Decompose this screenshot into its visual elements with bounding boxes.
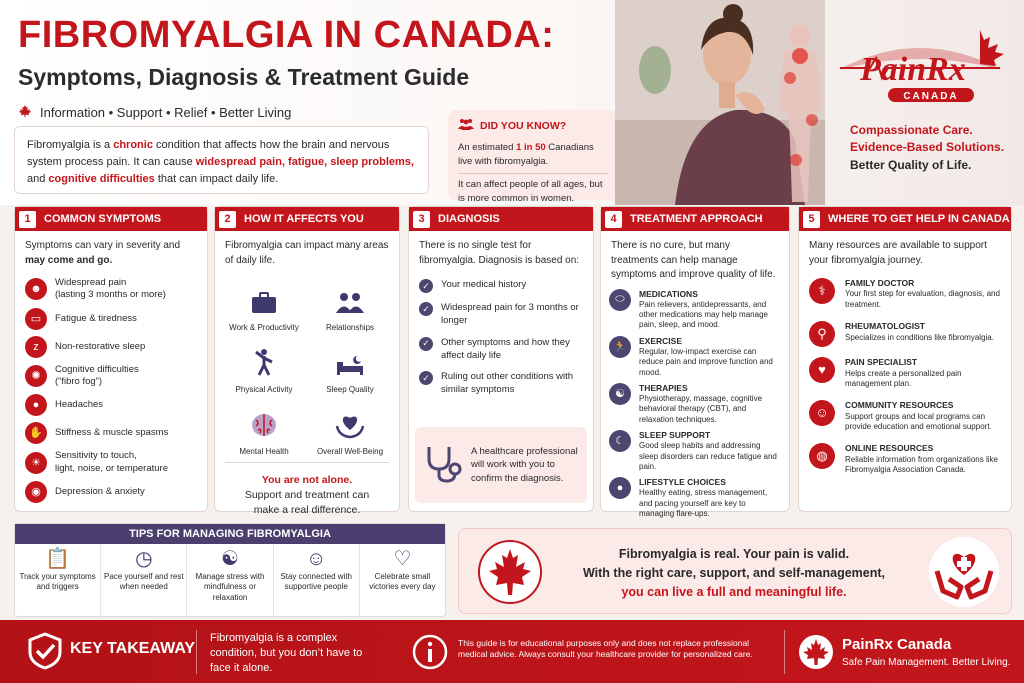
battery-icon: ▭ bbox=[25, 308, 47, 330]
treatment-description: Physiotherapy, massage, cognitive behavioral therapy (CBT), and relaxation techniques. bbox=[639, 393, 763, 424]
help-title: FAMILY DOCTOR bbox=[845, 278, 915, 288]
affect-sleep: Sleep Quality bbox=[307, 336, 393, 394]
affect-wellbeing: Overall Well-Being bbox=[307, 398, 393, 456]
affects-intro: Fibromyalgia can impact many areas of daily life. bbox=[225, 240, 389, 266]
meditation-icon: ☯ bbox=[609, 383, 631, 405]
diagnosis-item-text: Ruling out other conditions with similar symptoms bbox=[441, 371, 574, 396]
diagnosis-item-text: Other symptoms and how they affect daily life bbox=[441, 336, 570, 361]
treatment-item bbox=[601, 381, 789, 428]
people-group-icon bbox=[335, 292, 365, 318]
diagnosis-item bbox=[409, 274, 593, 297]
briefcase-icon bbox=[251, 292, 277, 318]
treatment-item bbox=[601, 475, 789, 522]
help-card bbox=[798, 206, 1012, 512]
svg-text:PainRx: PainRx bbox=[860, 51, 966, 88]
validation-banner bbox=[458, 528, 1012, 614]
tip-text: Manage stress with mindfulness or relaxation bbox=[195, 572, 265, 602]
treatment-list bbox=[601, 287, 789, 523]
diagnosis-item-text: Your medical history bbox=[441, 279, 527, 290]
tip-text: Stay connected with supportive people bbox=[280, 572, 353, 592]
treatment-header bbox=[601, 207, 789, 231]
symptom-item bbox=[15, 305, 207, 333]
symptom-item bbox=[15, 333, 207, 361]
tip-item bbox=[274, 544, 360, 618]
muscle-icon: ✋ bbox=[25, 422, 47, 444]
body-pain-icon: ☻ bbox=[25, 278, 47, 300]
help-text bbox=[845, 443, 1003, 476]
tip-text: Celebrate small victories every day bbox=[369, 572, 436, 592]
intro-highlight-3: cognitive difficulties bbox=[48, 173, 155, 186]
mind-icon: ◉ bbox=[25, 481, 47, 503]
diagnosis-item bbox=[409, 332, 593, 367]
symptom-sublabel: (lasting 3 months or more) bbox=[55, 289, 166, 301]
footer bbox=[0, 620, 1024, 683]
globe-icon: ◍ bbox=[809, 443, 835, 469]
brand-slogan bbox=[850, 122, 1004, 174]
diagnosis-header bbox=[409, 207, 593, 231]
stretching-person-icon bbox=[252, 348, 276, 380]
symptom-text bbox=[55, 277, 166, 302]
help-item bbox=[799, 439, 1011, 482]
key-takeaway-title: KEY TAKEAWAY bbox=[70, 640, 196, 657]
help-description: Specializes in conditions like fibromyalgia. bbox=[845, 332, 994, 342]
help-item bbox=[799, 353, 1011, 396]
footer-brand-tagline: Safe Pain Management. Better Living. bbox=[842, 657, 1011, 668]
treatment-title: THERAPIES bbox=[639, 382, 688, 393]
help-intro: Many resources are available to support your fibromyalgia journey. bbox=[809, 240, 987, 266]
people-icon bbox=[458, 118, 474, 135]
brain-icon bbox=[250, 412, 278, 442]
check-icon: ✓ bbox=[419, 337, 433, 351]
tip-item bbox=[101, 544, 187, 618]
tips-title: TIPS FOR MANAGING FIBROMYALGIA bbox=[15, 524, 445, 544]
section-number: 5 bbox=[803, 211, 820, 228]
symptom-item bbox=[15, 361, 207, 392]
treatment-title: SLEEP SUPPORT bbox=[639, 430, 711, 441]
meditation-icon: ☯ bbox=[221, 548, 239, 570]
heart-outline-icon: ♡ bbox=[393, 548, 412, 570]
stethoscope-icon bbox=[423, 443, 463, 487]
slogan-line-2: Evidence-Based Solutions. bbox=[850, 140, 1005, 155]
symptom-text bbox=[55, 313, 137, 325]
affects-card bbox=[214, 206, 400, 517]
affect-work: Work & Productivity bbox=[221, 274, 307, 332]
treatment-item bbox=[601, 428, 789, 475]
symptom-label: Headaches bbox=[55, 399, 104, 411]
help-text bbox=[845, 278, 1003, 311]
symptom-label: Stiffness & muscle spasms bbox=[55, 427, 169, 439]
diagnosis-note bbox=[415, 427, 587, 503]
treatment-text bbox=[639, 383, 781, 425]
treatment-title: EXERCISE bbox=[639, 335, 682, 346]
tip-item bbox=[360, 544, 445, 618]
head-icon: ● bbox=[25, 394, 47, 416]
section-title: WHERE TO GET HELP IN CANADA bbox=[828, 213, 1010, 225]
diagnosis-card bbox=[408, 206, 594, 512]
diagnosis-item-text: Widespread pain for 3 months or longer bbox=[441, 302, 579, 327]
symptom-item bbox=[15, 391, 207, 419]
help-description: Your first step for evaluation, diagnosis, and treatment. bbox=[845, 289, 1000, 310]
section-title: DIAGNOSIS bbox=[438, 213, 500, 225]
symptom-text bbox=[55, 450, 168, 475]
doctor-icon: ⚕ bbox=[809, 278, 835, 304]
symptom-item bbox=[15, 478, 207, 506]
heart-hands-icon bbox=[335, 412, 365, 442]
help-item bbox=[799, 317, 1011, 353]
help-title: COMMUNITY RESOURCES bbox=[845, 400, 954, 411]
diagnosis-intro: There is no single test for fibromyalgia. Diagnosis is based on: bbox=[419, 240, 580, 266]
check-icon: ✓ bbox=[419, 279, 433, 293]
symptoms-header bbox=[15, 207, 207, 231]
diagnosis-note-text: A healthcare professional will work with you to confirm the diagnosis. bbox=[471, 446, 578, 484]
treatment-intro: There is no cure, but many treatments can help manage symptoms and improve quality of life. bbox=[611, 240, 776, 280]
maple-leaf-badge-icon bbox=[477, 539, 543, 605]
tips-panel bbox=[14, 523, 446, 617]
help-header bbox=[799, 207, 1011, 231]
not-alone-text: Support and treatment can make a real difference. bbox=[244, 489, 370, 517]
treatment-text bbox=[639, 336, 781, 378]
treatment-description: Regular, low-impact exercise can reduce pain and improve function and mood. bbox=[639, 346, 773, 377]
brain-icon: ✺ bbox=[25, 365, 47, 387]
footer-brand-name: PainRx Canada bbox=[842, 636, 952, 653]
treatment-item bbox=[601, 287, 789, 334]
affect-relationships: Relationships bbox=[307, 274, 393, 332]
help-title: PAIN SPECIALIST bbox=[845, 357, 918, 368]
help-item bbox=[799, 274, 1011, 317]
help-title: ONLINE RESOURCES bbox=[845, 443, 934, 454]
did-you-know-heading: DID YOU KNOW? bbox=[480, 120, 567, 132]
zzz-icon: z bbox=[25, 336, 47, 358]
section-title: HOW IT AFFECTS YOU bbox=[244, 213, 364, 225]
did-you-know-title bbox=[458, 118, 608, 135]
section-number: 1 bbox=[19, 211, 36, 228]
intro-text-2: condition that affects how the brain and nervous system process pain. It can cause bbox=[27, 139, 390, 169]
diagnosis-item bbox=[409, 297, 593, 332]
symptom-text bbox=[55, 341, 145, 353]
symptom-list bbox=[15, 274, 207, 506]
treatment-description: Pain relievers, antidepressants, and other medications may help manage pain, sleep, and mood. bbox=[639, 299, 768, 330]
section-number: 3 bbox=[413, 211, 430, 228]
symptom-label: Cognitive difficulties bbox=[55, 363, 139, 375]
intro-text-3: and bbox=[27, 173, 49, 186]
tip-text: Pace yourself and rest when needed bbox=[104, 572, 184, 592]
symptom-text bbox=[55, 486, 145, 498]
treatment-text bbox=[639, 430, 781, 472]
slogan-line-3: Better Quality of Life. bbox=[850, 157, 972, 172]
tip-item bbox=[187, 544, 273, 618]
intro-text-4: that can impact daily life. bbox=[154, 173, 279, 186]
not-alone-title: You are not alone. bbox=[261, 474, 353, 486]
pill-icon: ⬭ bbox=[609, 289, 631, 311]
svg-text:CANADA: CANADA bbox=[903, 91, 959, 102]
symptom-label: Widespread pain bbox=[55, 277, 127, 288]
section-title: COMMON SYMPTOMS bbox=[44, 213, 162, 225]
key-takeaway-text: Fibromyalgia is a complex condition, but you don’t have to face it alone. bbox=[210, 632, 363, 674]
page-title: FIBROMYALGIA IN CANADA: bbox=[18, 14, 555, 56]
help-item bbox=[799, 396, 1011, 439]
help-title: RHEUMATOLOGIST bbox=[845, 321, 925, 332]
treatment-card bbox=[600, 206, 790, 519]
treatment-description: Healthy eating, stress management, and pacing yourself are key to managing flare-ups. bbox=[639, 488, 768, 519]
help-text bbox=[845, 400, 1003, 433]
affect-mental: Mental Health bbox=[221, 398, 307, 456]
symptom-label: Fatigue & tiredness bbox=[55, 312, 137, 324]
header-band bbox=[0, 0, 1024, 205]
affects-grid bbox=[215, 274, 399, 456]
treatment-description: Good sleep habits and addressing sleep disorders can reduce fatigue and pain. bbox=[639, 441, 777, 471]
tips-row bbox=[15, 544, 445, 618]
shield-check-icon bbox=[28, 632, 62, 670]
symptom-sublabel: light, noise, or temperature bbox=[55, 462, 169, 474]
pain-body-figure-icon bbox=[760, 20, 840, 205]
running-person-icon: 🏃 bbox=[609, 336, 631, 358]
tip-text: Track your symptoms and triggers bbox=[19, 572, 96, 592]
affects-header bbox=[215, 207, 399, 231]
symptom-label: Sensitivity to touch, bbox=[55, 450, 137, 462]
clipboard-icon: 📋 bbox=[45, 548, 71, 570]
symptoms-card bbox=[14, 206, 208, 512]
intro-text-1: Fibromyalgia is a bbox=[27, 139, 114, 151]
symptom-text bbox=[55, 427, 168, 439]
page-subtitle: Symptoms, Diagnosis & Treatment Guide bbox=[18, 64, 470, 90]
section-number: 4 bbox=[605, 211, 622, 228]
help-description: Reliable information from organizations like Fibromyalgia Association Canada. bbox=[845, 454, 998, 475]
symptom-text bbox=[55, 399, 103, 411]
intro-highlight-1: chronic bbox=[113, 139, 153, 151]
moon-icon: ☾ bbox=[609, 430, 631, 452]
tagline-text: Information • Support • Relief • Better Living bbox=[40, 105, 292, 120]
symptom-sublabel: (“fibro fog”) bbox=[55, 376, 102, 388]
symptom-item bbox=[15, 447, 207, 478]
affect-physical: Physical Activity bbox=[221, 336, 307, 394]
treatment-text bbox=[639, 477, 781, 519]
maple-leaf-circle-icon bbox=[798, 634, 834, 670]
section-title: TREATMENT APPROACH bbox=[630, 213, 763, 225]
help-text bbox=[845, 321, 994, 347]
apple-icon: ● bbox=[609, 477, 631, 499]
stethoscope-icon: ⚲ bbox=[809, 321, 835, 347]
symptom-label: Non-restorative sleep bbox=[55, 340, 146, 352]
treatment-text bbox=[639, 289, 781, 331]
not-alone-message bbox=[215, 473, 399, 519]
bed-moon-icon bbox=[335, 354, 365, 380]
disclaimer-text: This guide is for educational purposes only and does not replace professional medical advice. Always consult your healthcare provider for personalized care. bbox=[458, 638, 753, 660]
section-number: 2 bbox=[219, 211, 236, 228]
intro-card bbox=[14, 126, 429, 194]
heart-in-hands-icon bbox=[927, 535, 1001, 609]
validation-message bbox=[559, 545, 909, 601]
validation-line-1: Fibromyalgia is real. Your pain is valid. bbox=[618, 547, 850, 561]
help-list bbox=[799, 274, 1011, 482]
check-icon: ✓ bbox=[419, 371, 433, 385]
symptom-text bbox=[55, 364, 139, 389]
tagline bbox=[18, 104, 291, 121]
validation-line-2: With the right care, support, and self-management, bbox=[582, 565, 885, 580]
info-icon bbox=[412, 634, 448, 670]
intro-highlight-2: widespread pain, fatigue, sleep problems, bbox=[195, 156, 414, 169]
help-description: Helps create a personalized pain management plan. bbox=[845, 368, 962, 389]
validation-line-3: you can live a full and meaningful life. bbox=[621, 584, 847, 599]
did-you-know-fact-1: An estimated 1 in 50 Canadians live with fibromyalgia. bbox=[458, 142, 594, 167]
painrx-logo bbox=[830, 28, 1010, 108]
maple-leaf-icon bbox=[18, 104, 32, 121]
sun-icon: ☀ bbox=[25, 452, 47, 474]
hands-heart-icon: ♥ bbox=[809, 357, 835, 383]
people-group-icon: ☺ bbox=[306, 548, 327, 570]
help-description: Support groups and local programs can provide education and emotional support. bbox=[845, 411, 992, 432]
slogan-line-1: Compassionate Care. bbox=[850, 123, 973, 137]
did-you-know-fact-2: It can affect people of all ages, but is more common in women. bbox=[458, 178, 603, 204]
treatment-item bbox=[601, 334, 789, 381]
symptoms-intro: Symptoms can vary in severity and may come and go. bbox=[25, 240, 181, 266]
symptom-item bbox=[15, 274, 207, 305]
symptom-item bbox=[15, 419, 207, 447]
help-text bbox=[845, 357, 1003, 390]
clock-icon: ◷ bbox=[135, 548, 153, 570]
tip-item bbox=[15, 544, 101, 618]
diagnosis-list bbox=[409, 274, 593, 401]
community-icon: ☺ bbox=[809, 400, 835, 426]
treatment-title: MEDICATIONS bbox=[639, 288, 698, 299]
treatment-title: LIFESTYLE CHOICES bbox=[639, 477, 726, 488]
symptom-label: Depression & anxiety bbox=[55, 485, 145, 497]
diagnosis-item bbox=[409, 366, 593, 401]
did-you-know-card bbox=[448, 110, 618, 204]
check-icon: ✓ bbox=[419, 302, 433, 316]
